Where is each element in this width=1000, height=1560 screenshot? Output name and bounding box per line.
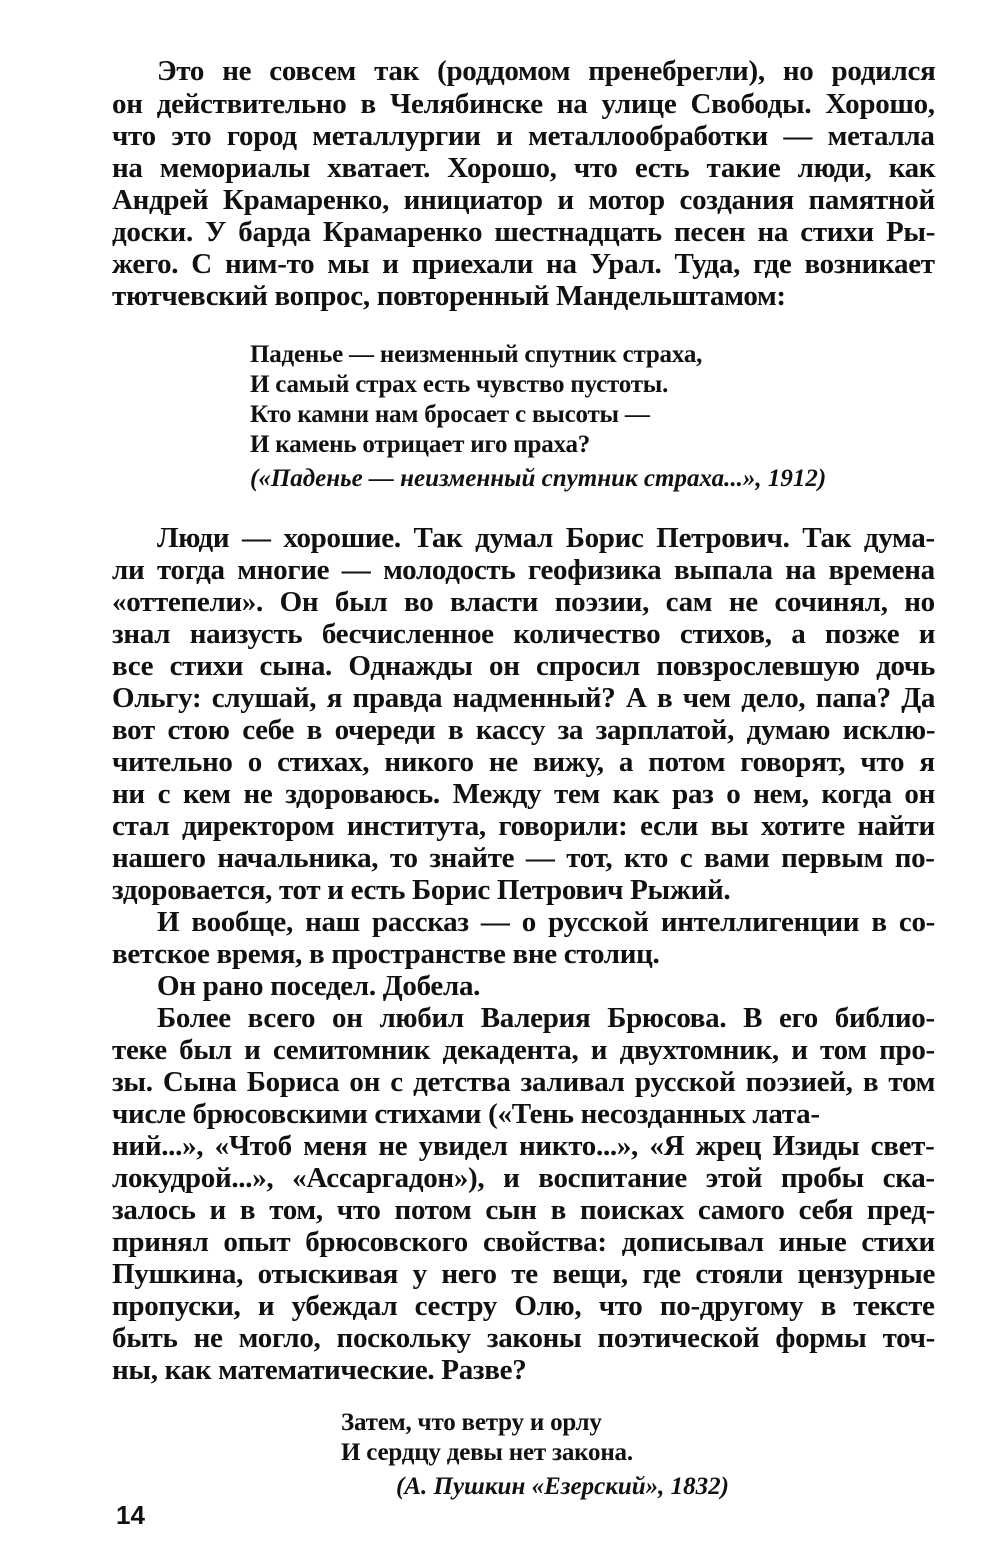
- text-line: ны, как математические. Разве?: [112, 1354, 527, 1386]
- text-line: Более всего он любил Валерия Брюсова. В его библио-: [157, 1002, 935, 1034]
- text-line: ли тогда многие — молодость геофизика выпала на времена: [112, 554, 935, 586]
- text-line: тютчевский вопрос, повторенный Мандельштамом:: [112, 280, 786, 312]
- text-line: ветское время, в пространстве вне столиц.: [112, 938, 660, 970]
- text-line: числе брюсовскими стихами («Тень несозданных лата-: [112, 1098, 820, 1130]
- poem-line: Затем, что ветру и орлу: [341, 1409, 602, 1436]
- text-line: все стихи сына. Однажды он спросил повзрослевшую дочь: [112, 650, 936, 682]
- text-line: жего. С ним-то мы и приехали на Урал. Туда, где возникает: [112, 248, 935, 280]
- text-line: И вообще, наш рассказ — о русской интеллигенции в со-: [157, 906, 936, 938]
- text-line: он действительно в Челябинске на улице Свободы. Хорошо,: [112, 88, 935, 120]
- text-line: стал директором института, говорили: если вы хотите найти: [112, 810, 935, 842]
- text-line: быть не могло, поскольку законы поэтической формы точ-: [112, 1322, 935, 1354]
- text-line: что это город металлургии и металлообработки — металла: [112, 120, 935, 152]
- text-line: знал наизусть бесчисленное количество стихов, а позже и: [112, 618, 936, 650]
- page-number: 14: [116, 1500, 145, 1530]
- text-line: Он рано поседел. Добела.: [157, 970, 481, 1002]
- text-line: «оттепели». Он был во власти поэзии, сам не сочинял, но: [112, 586, 935, 618]
- text-line: зы. Сына Бориса он с детства заливал русской поэзией, в том: [112, 1066, 936, 1098]
- poem-line: И камень отрицает иго праха?: [250, 431, 591, 458]
- text-line: Люди — хорошие. Так думал Борис Петрович. Так дума-: [157, 522, 935, 554]
- text-line: залось и в том, что потом сын в поисках самого себя пред-: [112, 1194, 936, 1226]
- text-line: Ольгу: слушай, я правда надменный? А в чем дело, папа? Да: [112, 682, 936, 714]
- text-line: Пушкина, отыскивая у него те вещи, где стояли цензурные: [112, 1258, 936, 1290]
- text-line: на мемориалы хватает. Хорошо, что есть такие люди, как: [112, 152, 936, 184]
- text-line: пропуски, и убеждал сестру Олю, что по-другому в тексте: [112, 1290, 935, 1322]
- text-line: чительно о стихах, никого не вижу, а потом говорят, что я: [112, 746, 935, 778]
- poem-citation: («Паденье — неизменный спутник страха...», 1912): [250, 465, 827, 492]
- text-line: теке был и семитомник декадента, и двухтомник, и том про-: [112, 1034, 935, 1066]
- text-line: Это не совсем так (роддомом пренебрегли), но родился: [157, 55, 936, 87]
- text-line: здоровается, тот и есть Борис Петрович Рыжий.: [112, 874, 731, 906]
- poem-line: Паденье — неизменный спутник страха,: [250, 341, 703, 368]
- poem-line: И сердцу девы нет закона.: [341, 1439, 633, 1466]
- poem-line: И самый страх есть чувство пустоты.: [250, 371, 669, 398]
- text-line: Андрей Крамаренко, инициатор и мотор создания памятной: [112, 184, 935, 216]
- text-line: ний...», «Чтоб меня не увидел никто...», «Я жрец Изиды свет-: [112, 1130, 935, 1162]
- text-line: доски. У барда Крамаренко шестнадцать песен на стихи Ры-: [112, 216, 936, 248]
- text-line: нашего начальника, то знайте — тот, кто с вами первым по-: [112, 842, 935, 874]
- poem-citation: (А. Пушкин «Езерский», 1832): [396, 1473, 729, 1500]
- text-line: принял опыт брюсовского свойства: дописывал иные стихи: [112, 1226, 935, 1258]
- text-line: ни с кем не здороваюсь. Между тем как раз о нем, когда он: [112, 778, 936, 810]
- poem-line: Кто камни нам бросает с высоты —: [250, 401, 650, 428]
- text-line: локудрой...», «Ассаргадон»), и воспитание этой пробы ска-: [112, 1162, 935, 1194]
- text-line: вот стою себе в очереди в кассу за зарплатой, думаю исклю-: [112, 714, 936, 746]
